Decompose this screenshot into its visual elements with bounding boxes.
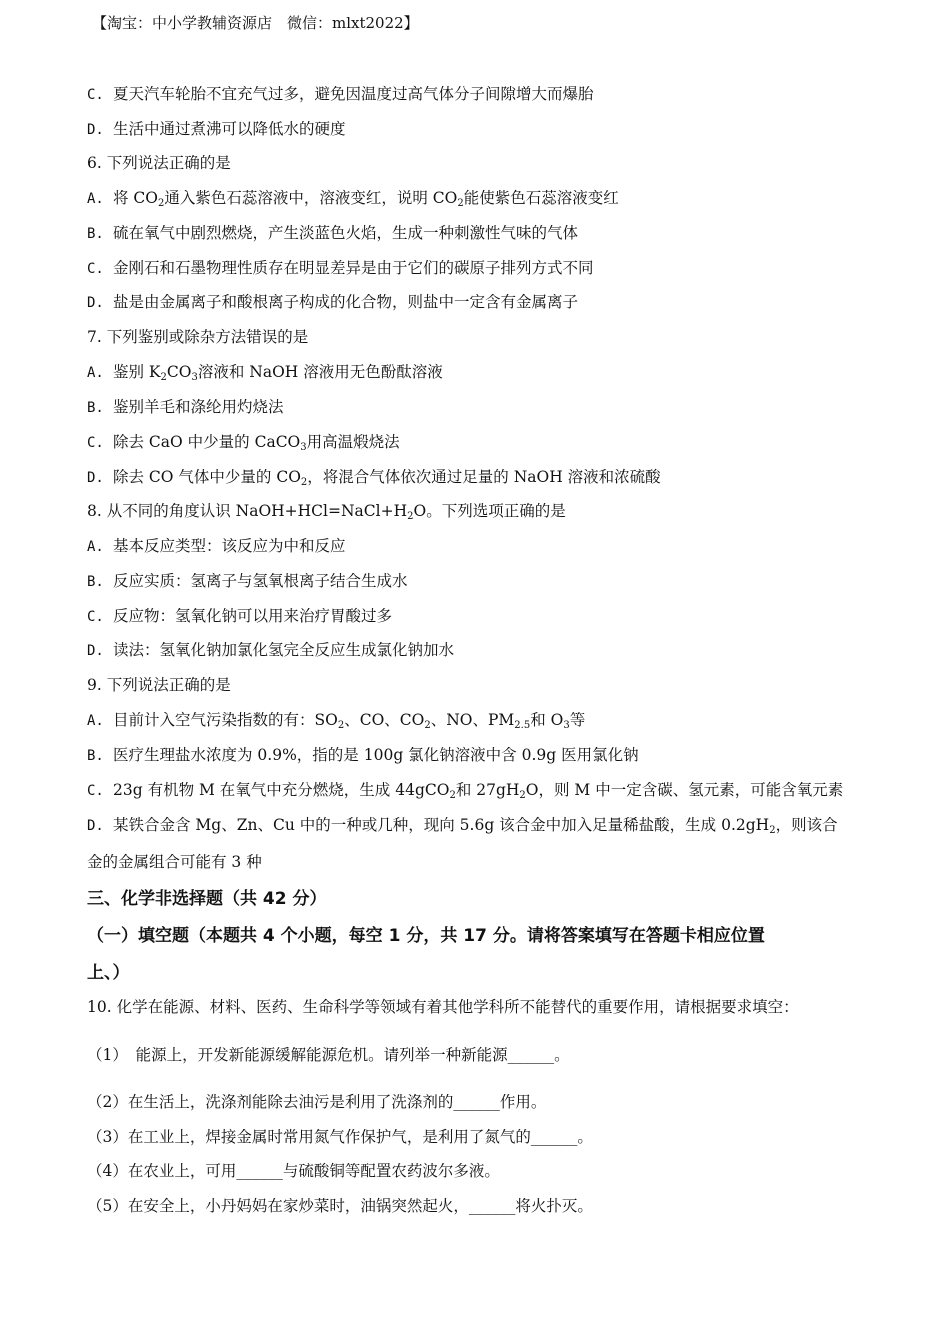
q10-item: （5）在安全上，小丹妈妈在家炒菜时，油锅突然起火，______将火扑灭。 xyxy=(87,1197,593,1215)
q8-option-a: A. 基本反应类型：该反应为中和反应 xyxy=(87,537,346,555)
part-heading-line2: 上、） xyxy=(87,963,130,983)
q5-option-d: D. 生活中通过煮沸可以降低水的硬度 xyxy=(87,120,346,138)
section-heading: 三、化学非选择题（共 42 分） xyxy=(87,889,327,909)
q5-option-c: C. 夏天汽车轮胎不宜充气过多，避免因温度过高气体分子间隙增大而爆胎 xyxy=(87,85,594,103)
q9-option-a: A. 目前计入空气污染指数的有：$SO_2$、CO、$CO_2$、NO、$PM_{2.5}$和 $O_3$等 xyxy=(87,711,586,731)
shop-header: 【淘宝：中小学教辅资源店 微信：mlxt2022】 xyxy=(92,14,419,32)
q8-option-c: C. 反应物：氢氧化钠可以用来治疗胃酸过多 xyxy=(87,607,393,625)
q6-option-d: D. 盐是由金属离子和酸根离子构成的化合物，则盐中一定含有金属离子 xyxy=(87,293,579,311)
q10-item: （1） 能源上，开发新能源缓解能源危机。请列举一种新能源______。 xyxy=(87,1046,570,1064)
q9-option-c: C. 23g 有机物 M 在氧气中充分燃烧，生成 44gCO$_2$和 $27gH_2O$，则 M 中一定含碳、氢元素，可能含氧元素 xyxy=(87,781,844,801)
q6-option-b: B. 硫在氧气中剧烈燃烧，产生淡蓝色火焰，生成一种刺激性气味的气体 xyxy=(87,224,579,242)
q7-stem: 7. 下列鉴别或除杂方法错误的是 xyxy=(87,328,309,346)
part-heading-line1: （一）填空题（本题共 4 个小题，每空 1 分，共 17 分。请将答案填写在答题卡相应位置 xyxy=(87,926,765,946)
q7-option-a: A. 鉴别 $K_2CO_3$溶液和 NaOH 溶液用无色酚酞溶液 xyxy=(87,363,443,383)
q6-stem: 6. 下列说法正确的是 xyxy=(87,154,231,172)
q8-option-d: D. 读法：氢氧化钠加氯化氢完全反应生成氯化钠加水 xyxy=(87,641,455,659)
q6-option-c: C. 金刚石和石墨物理性质存在明显差异是由于它们的碳原子排列方式不同 xyxy=(87,259,594,277)
q9-option-d-continued: 金的金属组合可能有 3 种 xyxy=(87,853,262,871)
q7-option-d: D. 除去 CO 气体中少量的 $CO_2$，将混合气体依次通过足量的 NaOH 溶液和浓硫酸 xyxy=(87,468,661,488)
q10-item: （3）在工业上，焊接金属时常用氮气作保护气，是利用了氮气的______。 xyxy=(87,1128,593,1146)
q9-option-b: B. 医疗生理盐水浓度为 0.9%，指的是 100g 氯化钠溶液中含 0.9g 医用氯化钠 xyxy=(87,746,639,764)
q9-stem: 9. 下列说法正确的是 xyxy=(87,676,231,694)
q10-stem: 10. 化学在能源、材料、医药、生命科学等领域有着其他学科所不能替代的重要作用，请根据要求填空： xyxy=(87,998,799,1016)
q9-option-d: D. 某铁合金含 Mg、Zn、Cu 中的一种或几种，现向 5.6g 该合金中加入足量稀盐酸，生成 $0.2gH_2$，则该合 xyxy=(87,816,838,836)
q7-option-c: C. 除去 CaO 中少量的 CaCO$_3$用高温煅烧法 xyxy=(87,433,400,453)
q10-item: （4）在农业上，可用______与硫酸铜等配置农药波尔多液。 xyxy=(87,1162,500,1180)
q8-option-b: B. 反应实质：氢离子与氢氧根离子结合生成水 xyxy=(87,572,408,590)
q8-stem: 8. 从不同的角度认识 $NaOH+HCl=NaCl+H_2O$。下列选项正确的是 xyxy=(87,502,566,522)
q10-item: （2）在生活上，洗涤剂能除去油污是利用了洗涤剂的______作用。 xyxy=(87,1093,547,1111)
q6-option-a: A. 将 $CO_2$通入紫色石蕊溶液中，溶液变红，说明 $CO_2$能使紫色石蕊溶液变红 xyxy=(87,189,619,209)
q7-option-b: B. 鉴别羊毛和涤纶用灼烧法 xyxy=(87,398,284,416)
